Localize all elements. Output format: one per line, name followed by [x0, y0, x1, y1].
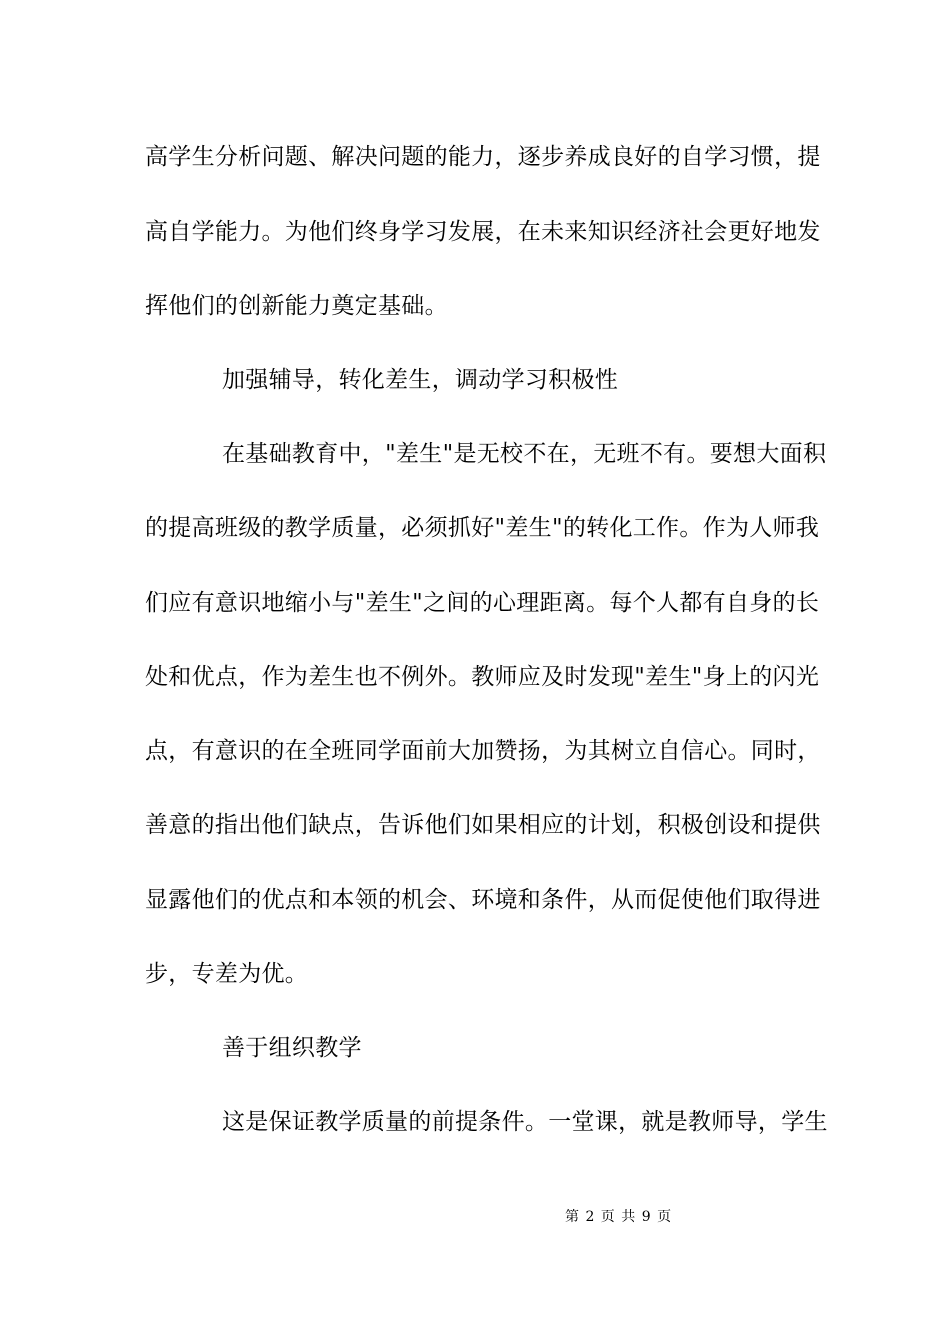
paragraph-line: 步，专差为优。 — [145, 961, 309, 987]
section-heading: 加强辅导，转化差生，调动学习积极性 — [222, 367, 619, 393]
paragraph-line: 高自学能力。为他们终身学习发展，在未来知识经济社会更好地发 — [145, 219, 821, 245]
paragraph-line: 显露他们的优点和本领的机会、环境和条件，从而促使他们取得进 — [145, 887, 821, 913]
paragraph-line: 这是保证教学质量的前提条件。一堂课，就是教师导，学生 — [222, 1109, 828, 1135]
paragraph-line: 在基础教育中，"差生"是无校不在，无班不有。要想大面积 — [222, 441, 827, 467]
page-number-footer: 第 2 页 共 9 页 — [565, 1209, 673, 1225]
paragraph-line: 们应有意识地缩小与"差生"之间的心理距离。每个人都有自身的长 — [145, 590, 820, 616]
paragraph-line: 的提高班级的教学质量，必须抓好"差生"的转化工作。作为人师我 — [145, 515, 820, 541]
paragraph-line: 善意的指出他们缺点，告诉他们如果相应的计划，积极创设和提供 — [145, 812, 821, 838]
paragraph-line: 处和优点，作为差生也不例外。教师应及时发现"差生"身上的闪光 — [145, 664, 820, 690]
paragraph-line: 挥他们的创新能力奠定基础。 — [145, 293, 448, 319]
section-heading: 善于组织教学 — [222, 1035, 362, 1061]
paragraph-line: 高学生分析问题、解决问题的能力，逐步养成良好的自学习惯，提 — [145, 144, 821, 170]
paragraph-line: 点，有意识的在全班同学面前大加赞扬，为其树立自信心。同时， — [145, 738, 821, 764]
